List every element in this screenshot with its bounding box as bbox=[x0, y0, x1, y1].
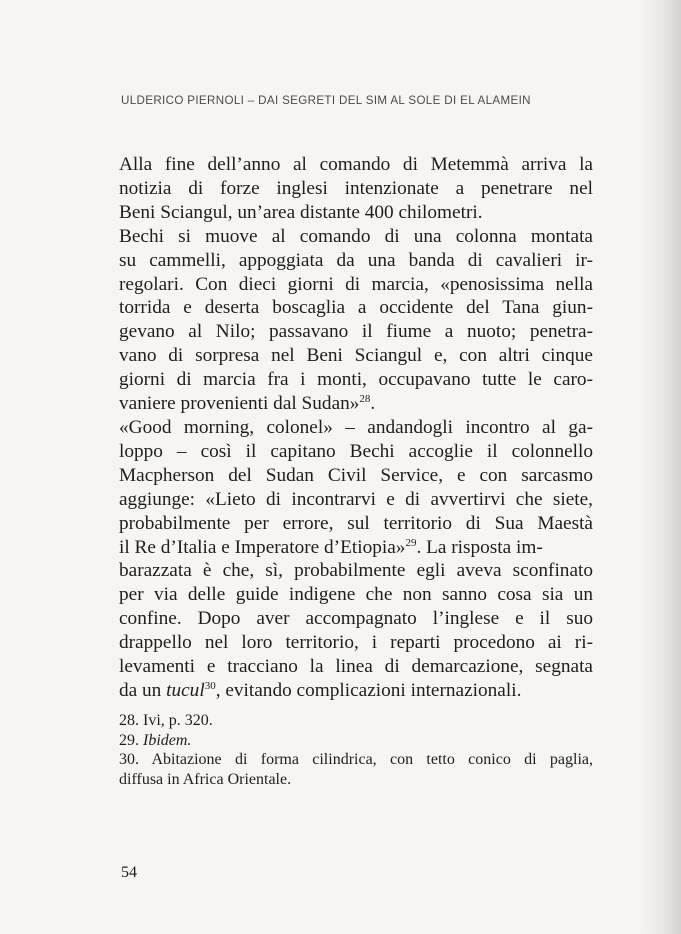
text-line: notizia di forze inglesi intenzionate a penetrare nel bbox=[119, 177, 593, 199]
text-line: barazzata è che, sì, probabilmente egli aveva sconfinato bbox=[119, 560, 593, 582]
italic-term: tucul bbox=[166, 679, 205, 701]
text-line bbox=[119, 536, 593, 560]
text-line: giorni di marcia fra i monti, occupavano tutte le caro- bbox=[119, 369, 593, 391]
text-line: «Good morning, colonel» – andandogli incontro al ga- bbox=[119, 416, 593, 438]
footnote-number: 29. bbox=[119, 731, 139, 749]
footnote-number: 30. bbox=[119, 751, 139, 769]
text-line: Alla fine dell’anno al comando di Metemmà arriva la bbox=[119, 154, 593, 175]
footnote-30-continued: diffusa in Africa Orientale. bbox=[119, 770, 292, 788]
text-segment: . bbox=[370, 393, 376, 415]
text-line: per via delle guide indigene che non sanno cosa sia un bbox=[119, 584, 593, 606]
text-segment: . La risposta im- bbox=[416, 536, 543, 558]
body-text bbox=[119, 153, 593, 703]
text-line: probabilmente per errore, sul territorio di Sua Maestà bbox=[119, 512, 593, 534]
running-head: ULDERICO PIERNOLI – DAI SEGRETI DEL SIM AL SOLE DI EL ALAMEIN bbox=[121, 94, 531, 107]
text-line: levamenti e tracciano la linea di demarcazione, segnata bbox=[119, 656, 593, 678]
page-number: 54 bbox=[121, 864, 137, 881]
footnote-text: Abitazione di forma cilindrica, con tetto conico di paglia, bbox=[151, 751, 594, 769]
text-line: Bechi si muove al comando di una colonna montata bbox=[119, 225, 593, 247]
text-line: vano di sorpresa nel Beni Sciangul e, con altri cinque bbox=[119, 345, 593, 367]
text-segment: da un bbox=[119, 679, 167, 701]
text-line: aggiunge: «Lieto di incontrarvi e di avvertirvi che siete, bbox=[119, 488, 593, 510]
text-line: torrida e deserta boscaglia a occidente del Tana giun- bbox=[119, 297, 593, 319]
text-line: gevano al Nilo; passavano il fiume a nuoto; penetra- bbox=[119, 321, 593, 343]
text-line: Beni Sciangul, un’area distante 400 chilometri. bbox=[119, 201, 483, 223]
footnote-text: Ibidem. bbox=[143, 731, 192, 749]
footnote-ref-30[interactable]: 30 bbox=[204, 679, 216, 692]
text-line: drappello nel loro territorio, i reparti procedono ai ri- bbox=[119, 632, 593, 654]
footnote-28 bbox=[119, 711, 593, 731]
page-edge-shadow bbox=[641, 0, 681, 934]
text-line bbox=[119, 679, 593, 703]
footnotes bbox=[119, 711, 593, 789]
text-segment: vaniere provenienti dal Sudan» bbox=[119, 393, 360, 415]
footnote-text: Ivi, p. 320. bbox=[143, 712, 213, 729]
text-line: regolari. Con dieci giorni di marcia, «penosissima nella bbox=[119, 273, 593, 295]
footnote-29 bbox=[119, 731, 593, 751]
text-line bbox=[119, 392, 593, 416]
text-segment: , evitando complicazioni internazionali. bbox=[215, 679, 522, 701]
footnote-ref-29[interactable]: 29 bbox=[405, 536, 417, 549]
text-segment: il Re d’Italia e Imperatore d’Etiopia» bbox=[119, 536, 406, 558]
footnote-ref-28[interactable]: 28 bbox=[359, 393, 371, 406]
text-line: loppo – così il capitano Bechi accoglie il colonnello bbox=[119, 440, 593, 462]
text-line: su cammelli, appoggiata da una banda di cavalieri ir- bbox=[119, 249, 593, 271]
footnote-number: 28. bbox=[119, 712, 139, 729]
footnote-30 bbox=[119, 750, 593, 770]
text-line: confine. Dopo aver accompagnato l’inglese e il suo bbox=[119, 608, 593, 630]
text-line: Macpherson del Sudan Civil Service, e con sarcasmo bbox=[119, 464, 593, 486]
